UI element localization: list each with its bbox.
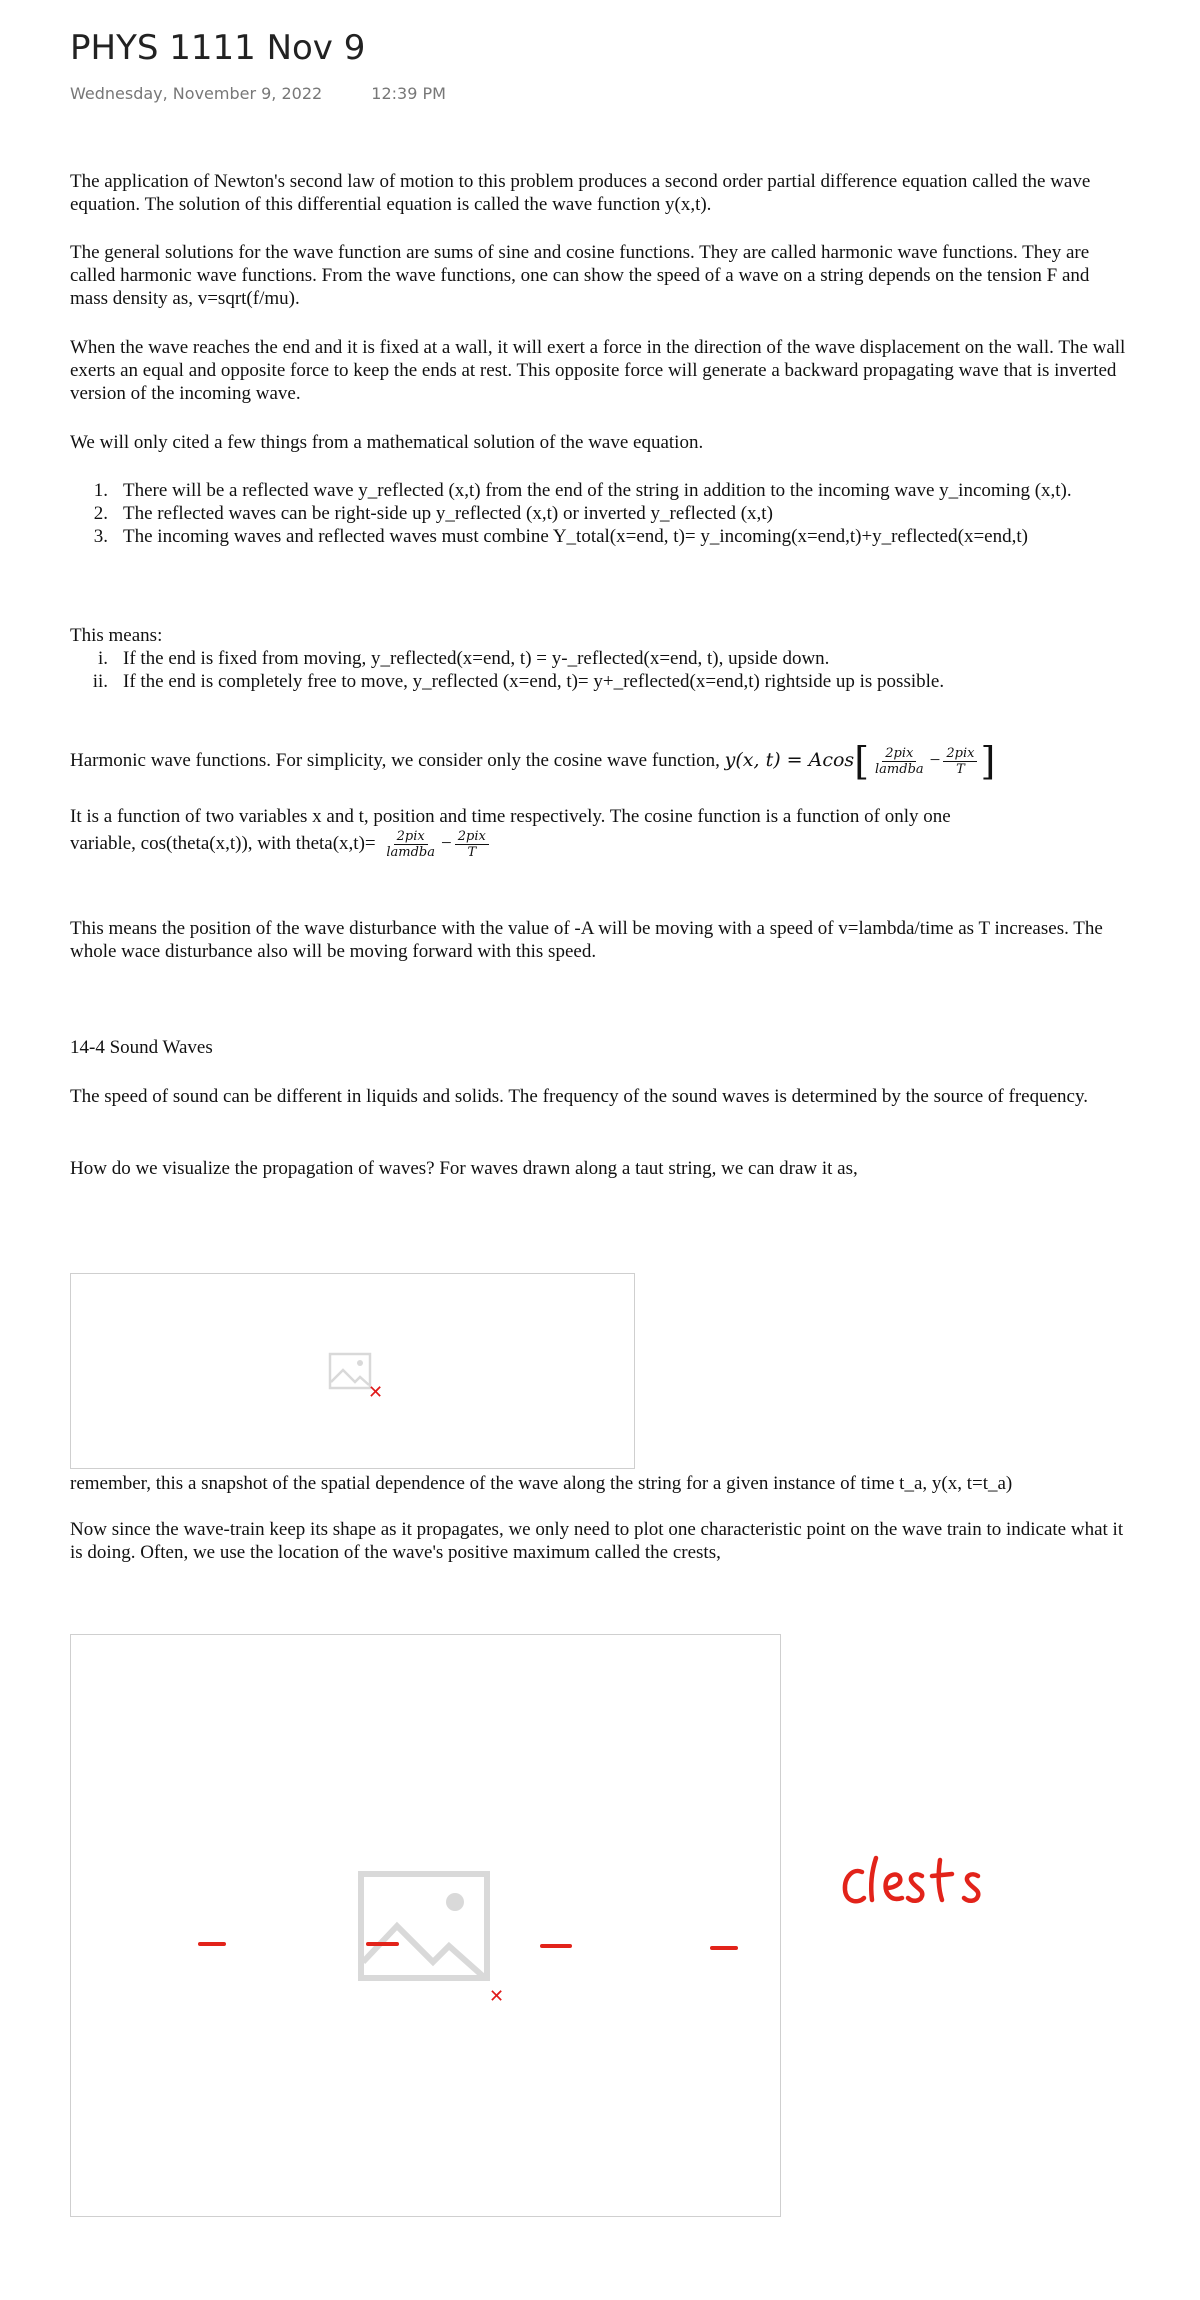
list-item: ii. If the end is completely free to move, y_reflected (x=end, t)= y+_reflected(x=end,t) rightside up is possible. <box>92 671 945 692</box>
page-title: PHYS 1111 Nov 9 <box>70 28 366 68</box>
paragraph-wave-train: Now since the wave-train keep its shape as it propagates, we only need to plot one characteristic point on the wave train to indicate what it is doing. Often, we use the location of the wave's positive maximum called the crests, <box>70 1519 1124 1563</box>
paragraph-sound-speed: The speed of sound can be different in liquids and solids. The frequency of the sound waves is determined by the source of frequency. <box>70 1086 1088 1107</box>
broken-x-icon: ✕ <box>368 1382 384 1403</box>
handwritten-crests-label <box>838 1848 1010 1910</box>
paragraph-this-means: This means: <box>70 625 163 646</box>
fraction: $\frac{\text{2pix}}{\text{lamdba}}$ <box>386 829 436 861</box>
list-item: i. If the end is fixed from moving, y_reflected(x=end, t) = y-_reflected(x=end, t), upside down. <box>97 648 830 669</box>
formula-lhs: y(x, t) = Acos <box>724 749 855 771</box>
list-item: 3. The incoming waves and reflected waves must combine Y_total(x=end, t)= y_incoming(x=end,t)+y_reflected(x=end,t) <box>93 526 1028 547</box>
page-time: 12:39 PM <box>371 84 446 103</box>
broken-image-placeholder <box>70 1634 781 2217</box>
theta-formula-line: variable, cos(theta(x,t)), with theta(x,t)= $\frac{\text{2pix}}{\text{lamdba}}$ − $\frac{\text{2pix}}{T}$ <box>70 826 1130 862</box>
paragraph-newton: The application of Newton's second law of motion to this problem produces a second order partial difference equation called the wave equation. The solution of this differential equation is called the wave function y(x,t). <box>70 171 1091 215</box>
harmonic-formula-line: Harmonic wave functions. For simplicity, we consider only the cosine wave function, y(x, t) = Acos[ $\frac{\text{2pix}}{\text{lamdba}}$ − $\frac{\text{2pix}}{T}$ ] <box>70 739 996 784</box>
crest-marker <box>540 1944 572 1948</box>
right-bracket-icon: ] <box>980 739 996 784</box>
paragraph-two-variables: It is a function of two variables x and t, position and time respectively. The cosine function is a function of only one <box>70 806 951 827</box>
paragraph-cited: We will only cited a few things from a mathematical solution of the wave equation. <box>70 432 704 453</box>
paragraph-remember: remember, this a snapshot of the spatial dependence of the wave along the string for a given instance of time t_a, y(x, t=t_a) <box>70 1473 1013 1494</box>
section-heading: 14-4 Sound Waves <box>70 1037 213 1058</box>
end-condition-list <box>70 647 1130 693</box>
reflection-list <box>70 479 1130 548</box>
paragraph-wave-position: This means the position of the wave disturbance with the value of -A will be moving with a speed of v=lambda/time as T increases. The whole wace disturbance also will be moving forward with this speed. <box>70 918 1103 962</box>
paragraph-wall-reflection: When the wave reaches the end and it is fixed at a wall, it will exert a force in the direction of the wave displacement on the wall. The wall exerts an equal and opposite force to keep the ends at rest. This opposite force will generate a backward propagating wave that is inverted version of the incoming wave. <box>70 337 1126 404</box>
paragraph-visualize: How do we visualize the propagation of waves? For waves drawn along a taut string, we can draw it as, <box>70 1158 858 1179</box>
crest-marker <box>198 1942 226 1946</box>
crest-marker <box>366 1942 399 1946</box>
page-date: Wednesday, November 9, 2022 <box>70 84 323 103</box>
broken-image-placeholder <box>70 1273 635 1469</box>
left-bracket-icon: [ <box>854 739 870 784</box>
fraction: $\frac{\text{2pix}}{\text{lamdba}}$ <box>875 746 924 778</box>
list-item: 1. There will be a reflected wave y_reflected (x,t) from the end of the string in addition to the incoming wave y_incoming (x,t). <box>93 480 1072 501</box>
list-item: 2. The reflected waves can be right-side up y_reflected (x,t) or inverted y_reflected (x,t) <box>93 503 773 524</box>
page-timestamp <box>70 84 446 103</box>
crest-marker <box>710 1946 738 1950</box>
paragraph-general-solutions: The general solutions for the wave function are sums of sine and cosine functions. They are called harmonic wave functions. They are called harmonic wave functions. From the wave functions, one can show the speed of a wave on a string depends on the tension F and mass density as, v=sqrt(f/mu). <box>70 242 1090 309</box>
fraction: $\frac{\text{2pix}}{T}$ <box>943 746 977 777</box>
fraction: $\frac{\text{2pix}}{T}$ <box>455 829 489 860</box>
image-placeholder-icon <box>357 1870 493 1986</box>
broken-x-icon: ✕ <box>489 1986 505 2007</box>
